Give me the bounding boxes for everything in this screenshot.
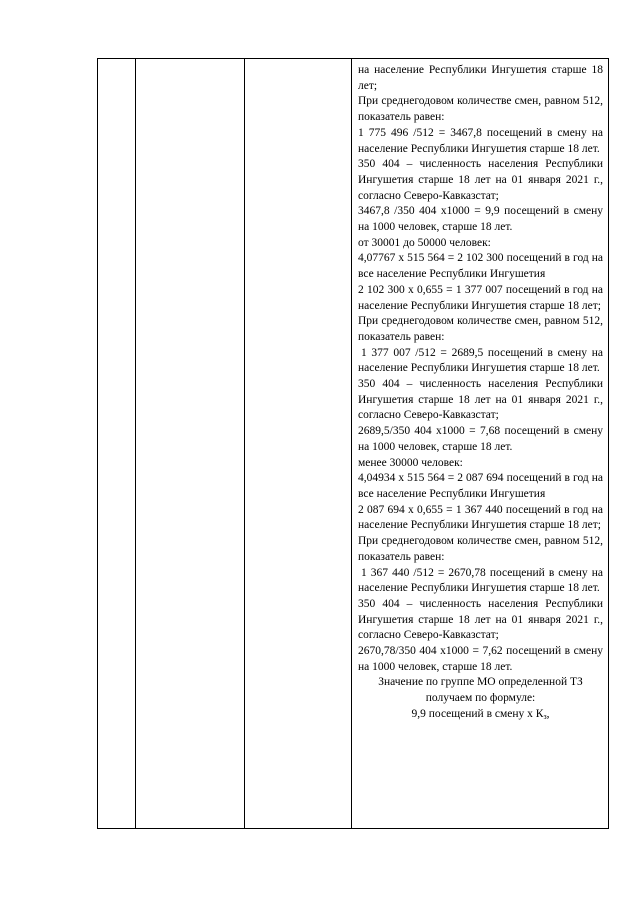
formula-subscript: з	[543, 711, 547, 721]
calculation-paragraph: 2 102 300 х 0,655 = 1 377 007 посещений в год на население Республики Ингушетия старше 18 лет;	[358, 283, 603, 312]
calculation-paragraph: 4,04934 х 515 564 = 2 087 694 посещений в год на все население Республики Ингушетия	[358, 472, 603, 500]
calculation-paragraph: 350 404 – численность населения Республики Ингушетия старше 18 лет на 01 января 2021 г., согласно Северо-Кавказстат;	[358, 158, 603, 202]
calculation-paragraph: При среднегодовом количестве смен, равном 512, показатель равен:	[358, 535, 603, 563]
calculation-paragraph: 350 404 – численность населения Республики Ингушетия старше 18 лет на 01 января 2021 г., согласно Северо-Кавказстат;	[358, 597, 603, 642]
document-table	[97, 58, 609, 829]
calculation-text	[352, 59, 608, 725]
calculation-paragraph: 3467,8 /350 404 х1000 = 9,9 посещений в смену на 1000 человек, старше 18 лет.	[358, 205, 603, 234]
calculation-paragraph: 350 404 – численность населения Республики Ингушетия старше 18 лет на 01 января 2021 г., согласно Северо-Кавказстат;	[358, 378, 603, 422]
formula-line	[358, 707, 603, 725]
calculation-paragraph: Значение по группе МО определенной ТЗ получаем по формуле:	[378, 676, 583, 705]
table-row	[98, 59, 609, 829]
calculation-paragraph: на население Республики Ингушетия старше 18 лет;	[358, 64, 603, 92]
calculation-paragraph: 2 087 694 х 0,655 = 1 367 440 посещений в год на население Республики Ингушетия старше 18 лет;	[358, 503, 603, 532]
table-cell-empty-1	[98, 59, 136, 829]
table-cell-empty-3	[245, 59, 352, 829]
table-cell-empty-2	[136, 59, 245, 829]
formula-suffix: ,	[546, 707, 550, 720]
calculation-paragraph: 1 367 440 /512 = 2670,78 посещений в смену на население Республики Ингушетия старше 18 лет.	[358, 566, 603, 595]
calculation-paragraph: 2670,78/350 404 х1000 = 7,62 посещений в смену на 1000 человек, старше 18 лет.	[358, 645, 603, 673]
calculation-paragraph: 1 775 496 /512 = 3467,8 посещений в смену на население Республики Ингушетия старше 18 лет.	[358, 126, 603, 155]
calculation-paragraph: 1 377 007 /512 = 2689,5 посещений в смену на население Республики Ингушетия старше 18 лет.	[358, 346, 603, 375]
formula-text: 9,9 посещений в смену х К	[411, 707, 544, 720]
calculation-paragraph: 4,07767 х 515 564 = 2 102 300 посещений в год на все население Республики Ингушетия	[358, 252, 603, 281]
calculation-paragraph: от 30001 до 50000 человек:	[358, 236, 491, 249]
calculation-paragraph: менее 30000 человек:	[358, 456, 463, 469]
table-cell-calculation	[352, 59, 609, 829]
calculation-paragraph: 2689,5/350 404 х1000 = 7,68 посещений в смену на 1000 человек, старше 18 лет.	[358, 425, 603, 453]
calculation-paragraph: При среднегодовом количестве смен, равном 512, показатель равен:	[358, 315, 603, 343]
calculation-paragraph: При среднегодовом количестве смен, равном 512, показатель равен:	[358, 95, 603, 124]
